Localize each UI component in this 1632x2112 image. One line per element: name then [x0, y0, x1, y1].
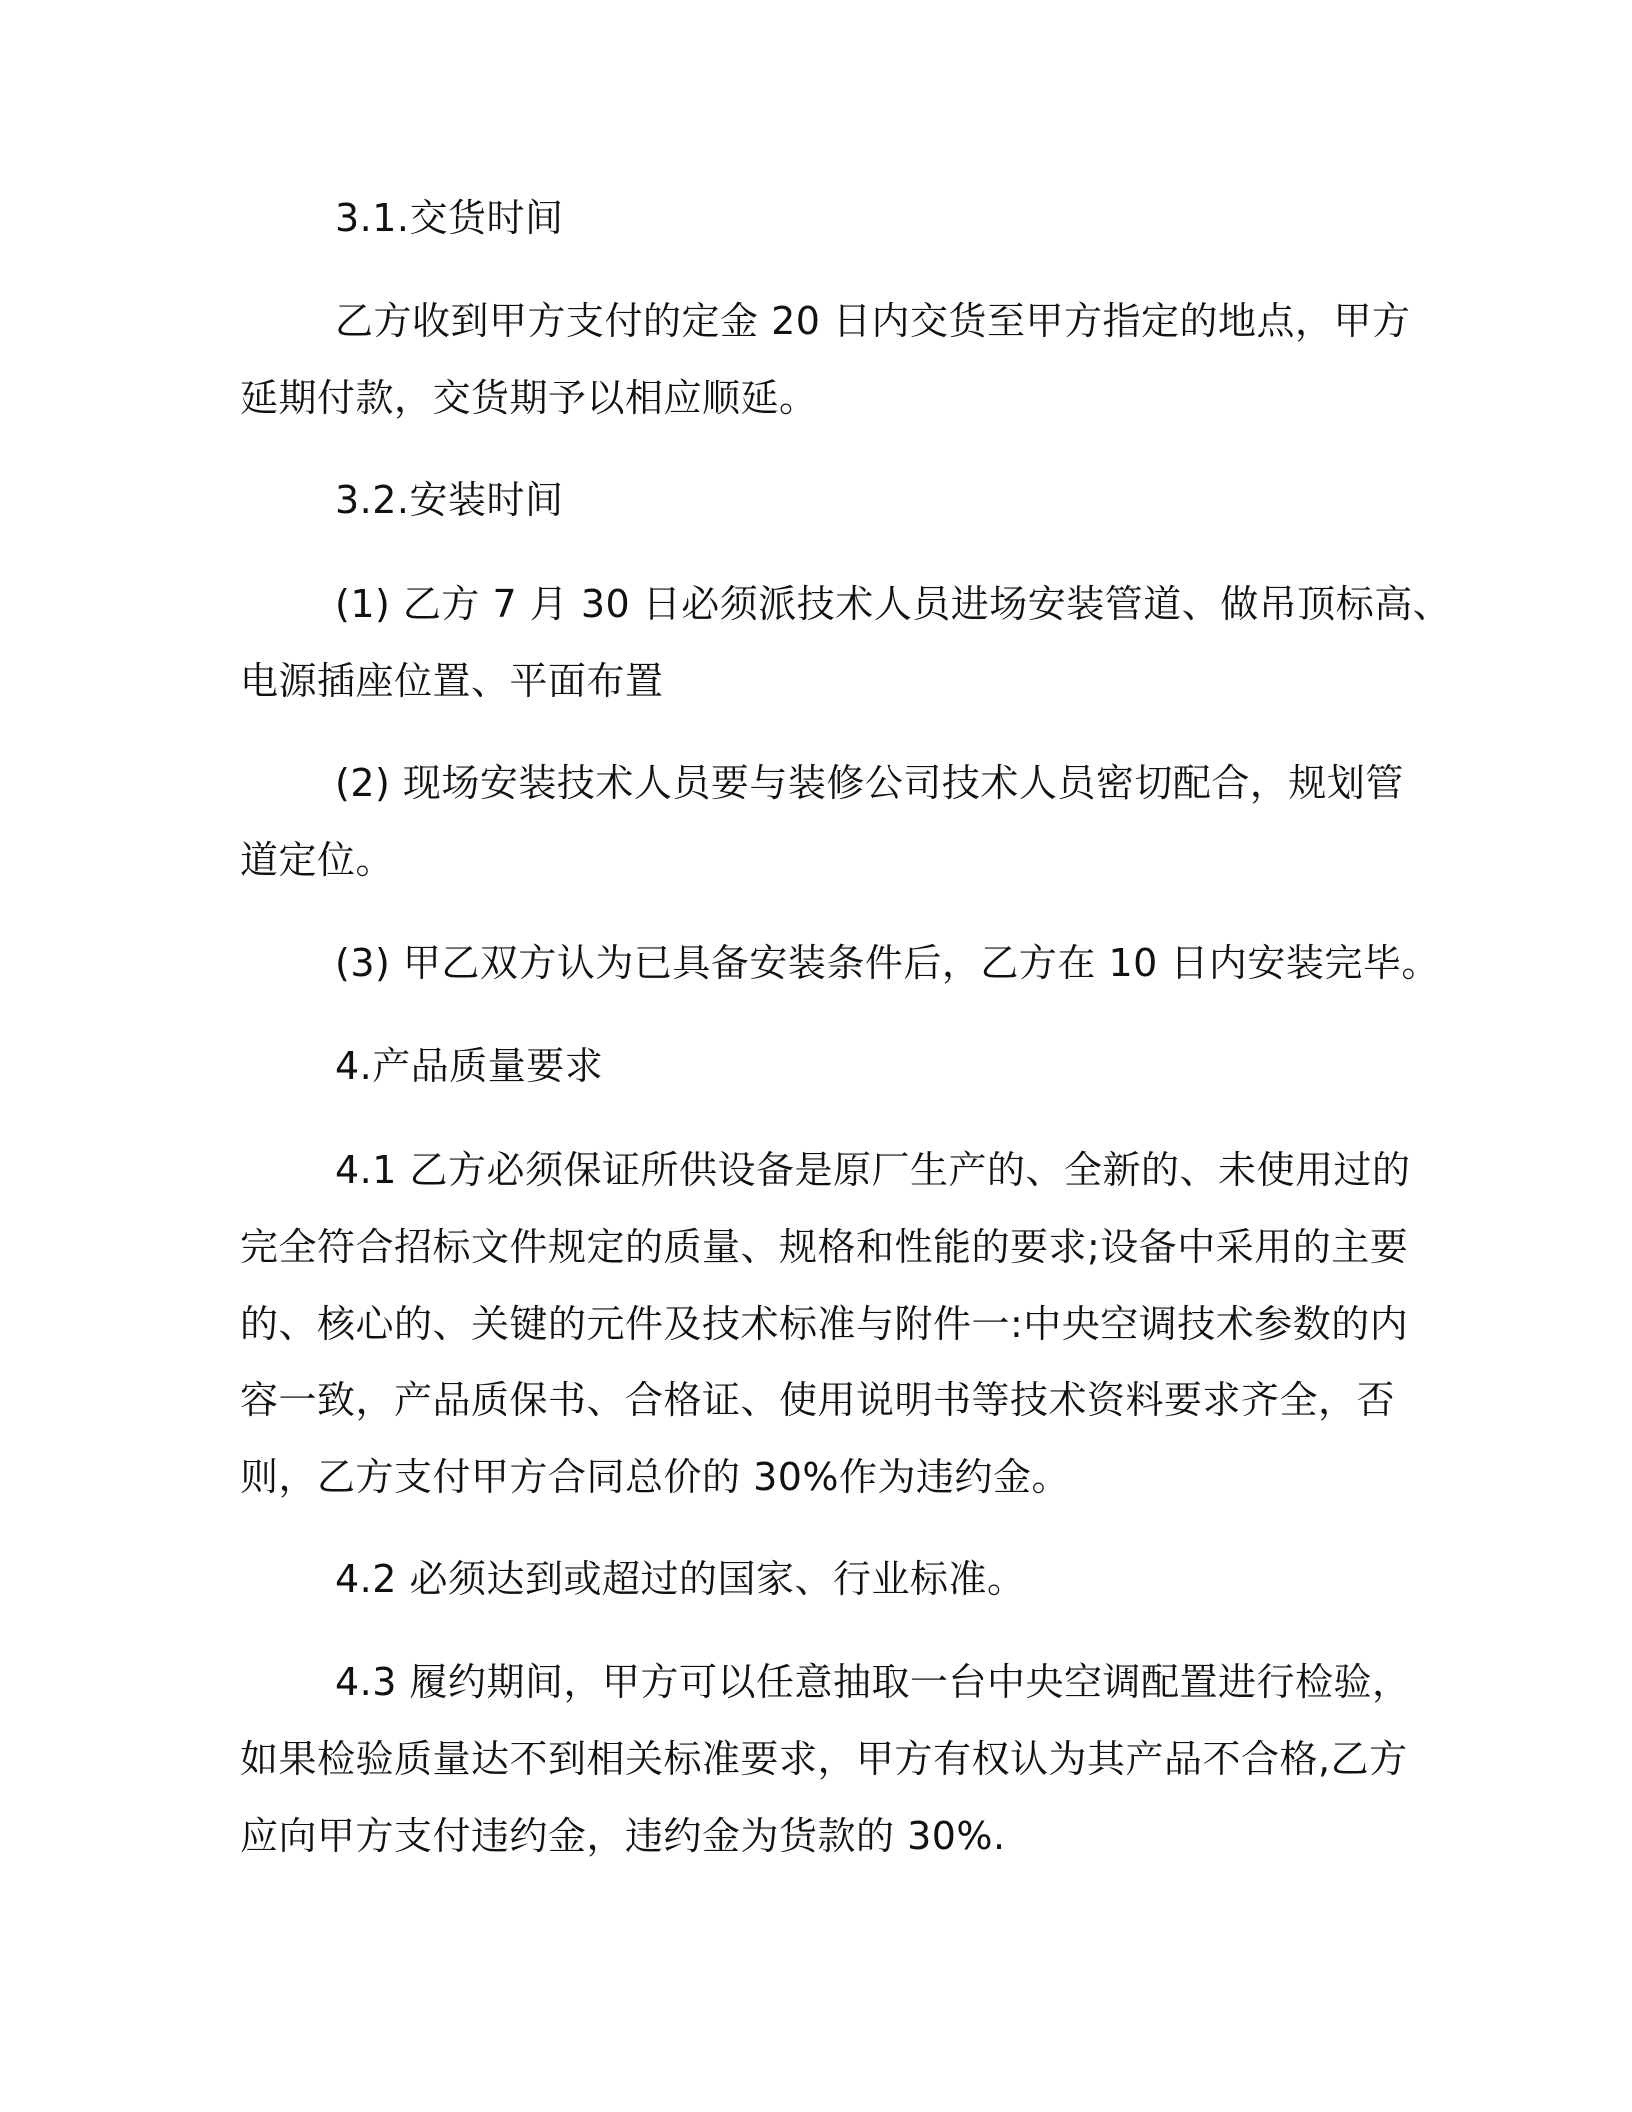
- paragraph-line: 乙方收到甲方支付的定金 20 日内交货至甲方指定的地点，甲方: [335, 299, 1411, 343]
- paragraph-line: (3) 甲乙双方认为已具备安装条件后，乙方在 10 日内安装完毕。: [335, 941, 1440, 985]
- paragraph-line: 4.1 乙方必须保证所供设备是原厂生产的、全新的、未使用过的: [335, 1148, 1411, 1192]
- paragraph-line: 完全符合招标文件规定的质量、规格和性能的要求;设备中采用的主要: [240, 1225, 1409, 1269]
- paragraph-line: (2) 现场安装技术人员要与装修公司技术人员密切配合，规划管: [335, 761, 1404, 805]
- paragraph-line: 应向甲方支付违约金，违约金为货款的 30%.: [240, 1814, 1006, 1858]
- paragraph-line: 则，乙方支付甲方合同总价的 30%作为违约金。: [240, 1455, 1071, 1499]
- paragraph-line: 延期付款，交货期予以相应顺延。: [240, 376, 818, 420]
- document-page: [240, 0, 1452, 2112]
- paragraph-line: 4.3 履约期间，甲方可以任意抽取一台中央空调配置进行检验，: [335, 1660, 1411, 1704]
- paragraph-line: 道定位。: [240, 838, 395, 882]
- paragraph-line: (1) 乙方 7 月 30 日必须派技术人员进场安装管道、做吊顶标高、: [335, 582, 1452, 626]
- heading-4: 4.产品质量要求: [335, 1044, 604, 1088]
- paragraph-line: 容一致，产品质保书、合格证、使用说明书等技术资料要求齐全，否: [240, 1378, 1396, 1422]
- heading-3-2: 3.2.安装时间: [335, 478, 564, 522]
- paragraph-line: 电源插座位置、平面布置: [240, 659, 664, 703]
- paragraph-line: 如果检验质量达不到相关标准要求，甲方有权认为其产品不合格,乙方: [240, 1737, 1408, 1781]
- heading-3-1: 3.1.交货时间: [335, 196, 564, 240]
- paragraph-line: 的、核心的、关键的元件及技术标准与附件一:中央空调技术参数的内: [240, 1302, 1409, 1346]
- paragraph-line: 4.2 必须达到或超过的国家、行业标准。: [335, 1557, 1026, 1601]
